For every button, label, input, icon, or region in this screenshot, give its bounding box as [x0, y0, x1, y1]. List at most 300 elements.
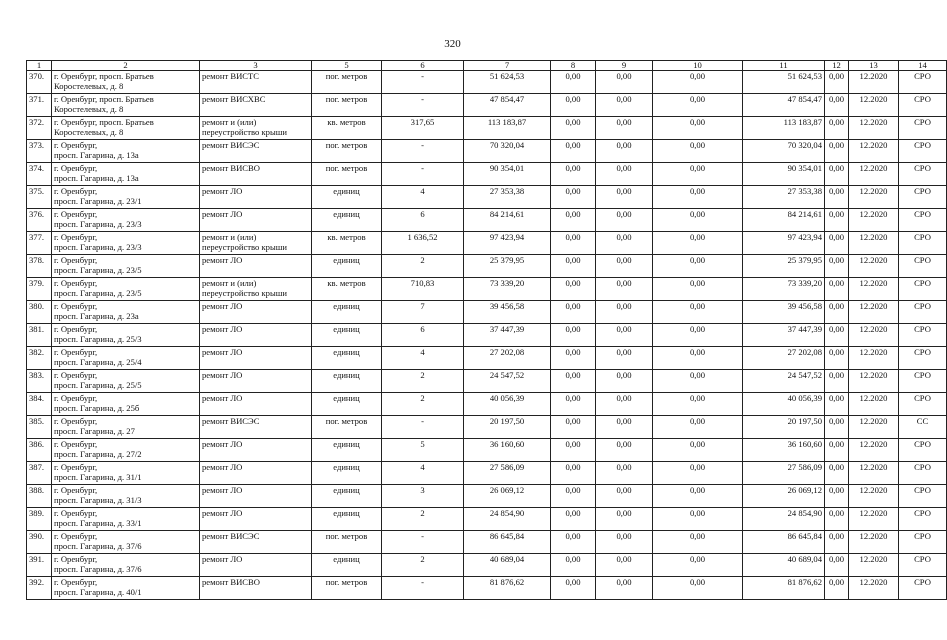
- work-type-cell: [200, 255, 312, 278]
- funding-source-cell: СРО: [899, 347, 947, 370]
- address-cell-line-2: Коростелевых, д. 8: [54, 127, 124, 137]
- address-cell: [52, 117, 200, 140]
- total-cell: 20 197,50: [743, 416, 825, 439]
- unit-cell: пог. метров: [312, 163, 382, 186]
- cost-cell: 81 876,62: [464, 577, 551, 600]
- funding-source-cell: СРО: [899, 577, 947, 600]
- value-cell-12: 0,00: [825, 278, 849, 301]
- row-number: 390.: [27, 531, 52, 554]
- completion-date-cell: 12.2020: [849, 163, 899, 186]
- total-cell: 26 069,12: [743, 485, 825, 508]
- completion-date-cell: 12.2020: [849, 301, 899, 324]
- page-number: 320: [444, 38, 461, 50]
- address-cell: [52, 209, 200, 232]
- table-row: [27, 462, 947, 485]
- address-cell-line-2: просп. Гагарина, д. 23/3: [54, 219, 142, 229]
- table-row: [27, 485, 947, 508]
- value-cell-8: 0,00: [551, 140, 596, 163]
- total-cell: 24 547,52: [743, 370, 825, 393]
- value-cell-10: 0,00: [653, 324, 743, 347]
- address-cell-line-1: г. Оренбург,: [54, 554, 98, 564]
- total-cell: 25 379,95: [743, 255, 825, 278]
- address-cell-line-1: г. Оренбург,: [54, 347, 98, 357]
- value-cell-8: 0,00: [551, 508, 596, 531]
- value-cell-10: 0,00: [653, 508, 743, 531]
- value-cell-12: 0,00: [825, 347, 849, 370]
- value-cell-8: 0,00: [551, 301, 596, 324]
- funding-source-cell: СРО: [899, 278, 947, 301]
- completion-date-cell: 12.2020: [849, 347, 899, 370]
- quantity-cell: 3: [382, 485, 464, 508]
- row-number: 382.: [27, 347, 52, 370]
- address-cell-line-2: просп. Гагарина, д. 37/6: [54, 541, 142, 551]
- table-row: [27, 416, 947, 439]
- value-cell-12: 0,00: [825, 71, 849, 94]
- address-cell-line-2: просп. Гагарина, д. 31/3: [54, 495, 142, 505]
- quantity-cell: -: [382, 140, 464, 163]
- value-cell-8: 0,00: [551, 278, 596, 301]
- completion-date-cell: 12.2020: [849, 393, 899, 416]
- table-row: [27, 347, 947, 370]
- total-cell: 97 423,94: [743, 232, 825, 255]
- cost-cell: 27 202,08: [464, 347, 551, 370]
- funding-source-cell: СРО: [899, 324, 947, 347]
- address-cell: [52, 71, 200, 94]
- work-type-cell: [200, 163, 312, 186]
- table-body: [27, 71, 947, 600]
- unit-cell: кв. метров: [312, 278, 382, 301]
- unit-cell: единиц: [312, 347, 382, 370]
- work-type-cell-line-1: ремонт ВИСВО: [202, 577, 260, 587]
- value-cell-10: 0,00: [653, 140, 743, 163]
- unit-cell: кв. метров: [312, 117, 382, 140]
- table-row: [27, 232, 947, 255]
- column-header: 11: [743, 61, 825, 71]
- address-cell: [52, 462, 200, 485]
- funding-source-cell: СС: [899, 416, 947, 439]
- value-cell-10: 0,00: [653, 416, 743, 439]
- value-cell-9: 0,00: [596, 393, 653, 416]
- address-cell-line-2: просп. Гагарина, д. 25/3: [54, 334, 142, 344]
- cost-cell: 73 339,20: [464, 278, 551, 301]
- quantity-cell: -: [382, 577, 464, 600]
- address-cell-line-2: просп. Гагарина, д. 23/5: [54, 288, 142, 298]
- value-cell-10: 0,00: [653, 71, 743, 94]
- value-cell-9: 0,00: [596, 577, 653, 600]
- quantity-cell: -: [382, 531, 464, 554]
- value-cell-9: 0,00: [596, 301, 653, 324]
- work-type-cell: [200, 416, 312, 439]
- value-cell-12: 0,00: [825, 140, 849, 163]
- address-cell-line-2: просп. Гагарина, д. 25/5: [54, 380, 142, 390]
- column-header: 13: [849, 61, 899, 71]
- funding-source-cell: СРО: [899, 117, 947, 140]
- work-type-cell-line-1: ремонт ЛО: [202, 209, 243, 219]
- value-cell-8: 0,00: [551, 117, 596, 140]
- work-type-cell-line-2: переустройство крыши: [202, 288, 287, 298]
- funding-source-cell: СРО: [899, 71, 947, 94]
- address-cell: [52, 508, 200, 531]
- value-cell-9: 0,00: [596, 531, 653, 554]
- table-row: [27, 531, 947, 554]
- funding-source-cell: СРО: [899, 140, 947, 163]
- value-cell-8: 0,00: [551, 71, 596, 94]
- total-cell: 51 624,53: [743, 71, 825, 94]
- work-type-cell-line-1: ремонт ВИСЭС: [202, 416, 260, 426]
- value-cell-9: 0,00: [596, 163, 653, 186]
- value-cell-10: 0,00: [653, 531, 743, 554]
- quantity-cell: 6: [382, 209, 464, 232]
- quantity-cell: -: [382, 416, 464, 439]
- work-type-cell: [200, 301, 312, 324]
- quantity-cell: 4: [382, 186, 464, 209]
- quantity-cell: -: [382, 94, 464, 117]
- cost-cell: 37 447,39: [464, 324, 551, 347]
- work-type-cell-line-1: ремонт ВИСЭС: [202, 531, 260, 541]
- cost-cell: 27 586,09: [464, 462, 551, 485]
- funding-source-cell: СРО: [899, 393, 947, 416]
- unit-cell: пог. метров: [312, 577, 382, 600]
- address-cell: [52, 163, 200, 186]
- address-cell-line-1: г. Оренбург,: [54, 508, 98, 518]
- completion-date-cell: 12.2020: [849, 140, 899, 163]
- row-number: 376.: [27, 209, 52, 232]
- value-cell-9: 0,00: [596, 462, 653, 485]
- address-cell-line-1: г. Оренбург,: [54, 370, 98, 380]
- table-row: [27, 439, 947, 462]
- table-row: [27, 163, 947, 186]
- table-row: [27, 301, 947, 324]
- unit-cell: пог. метров: [312, 71, 382, 94]
- work-type-cell: [200, 94, 312, 117]
- unit-cell: пог. метров: [312, 531, 382, 554]
- completion-date-cell: 12.2020: [849, 255, 899, 278]
- quantity-cell: 4: [382, 347, 464, 370]
- cost-cell: 86 645,84: [464, 531, 551, 554]
- address-cell-line-2: Коростелевых, д. 8: [54, 81, 124, 91]
- value-cell-8: 0,00: [551, 209, 596, 232]
- value-cell-8: 0,00: [551, 462, 596, 485]
- work-type-cell: [200, 531, 312, 554]
- value-cell-9: 0,00: [596, 209, 653, 232]
- value-cell-8: 0,00: [551, 324, 596, 347]
- work-type-cell-line-2: переустройство крыши: [202, 242, 287, 252]
- column-number-row: [27, 61, 947, 71]
- table-row: [27, 117, 947, 140]
- value-cell-9: 0,00: [596, 554, 653, 577]
- value-cell-9: 0,00: [596, 347, 653, 370]
- cost-cell: 24 547,52: [464, 370, 551, 393]
- value-cell-12: 0,00: [825, 485, 849, 508]
- work-type-cell-line-2: переустройство крыши: [202, 127, 287, 137]
- work-type-cell: [200, 324, 312, 347]
- value-cell-10: 0,00: [653, 255, 743, 278]
- row-number: 388.: [27, 485, 52, 508]
- funding-source-cell: СРО: [899, 531, 947, 554]
- column-header: 14: [899, 61, 947, 71]
- address-cell-line-2: просп. Гагарина, д. 23/1: [54, 196, 142, 206]
- value-cell-8: 0,00: [551, 416, 596, 439]
- funding-source-cell: СРО: [899, 462, 947, 485]
- row-number: 387.: [27, 462, 52, 485]
- work-type-cell-line-1: ремонт ЛО: [202, 393, 243, 403]
- unit-cell: единиц: [312, 255, 382, 278]
- unit-cell: единиц: [312, 554, 382, 577]
- row-number: 380.: [27, 301, 52, 324]
- unit-cell: единиц: [312, 439, 382, 462]
- address-cell: [52, 370, 200, 393]
- value-cell-10: 0,00: [653, 393, 743, 416]
- address-cell: [52, 232, 200, 255]
- funding-source-cell: СРО: [899, 186, 947, 209]
- unit-cell: единиц: [312, 186, 382, 209]
- row-number: 391.: [27, 554, 52, 577]
- work-type-cell-line-1: ремонт и (или): [202, 278, 257, 288]
- table-row: [27, 255, 947, 278]
- address-cell: [52, 324, 200, 347]
- address-cell: [52, 393, 200, 416]
- table-row: [27, 577, 947, 600]
- address-cell-line-1: г. Оренбург,: [54, 209, 98, 219]
- address-cell-line-1: г. Оренбург, просп. Братьев: [54, 94, 154, 104]
- total-cell: 27 353,38: [743, 186, 825, 209]
- value-cell-10: 0,00: [653, 554, 743, 577]
- value-cell-10: 0,00: [653, 94, 743, 117]
- unit-cell: единиц: [312, 393, 382, 416]
- quantity-cell: 1 636,52: [382, 232, 464, 255]
- completion-date-cell: 12.2020: [849, 186, 899, 209]
- work-type-cell: [200, 393, 312, 416]
- work-type-cell-line-1: ремонт ЛО: [202, 186, 243, 196]
- address-cell-line-2: просп. Гагарина, д. 13а: [54, 173, 139, 183]
- address-cell-line-1: г. Оренбург,: [54, 439, 98, 449]
- address-cell-line-1: г. Оренбург,: [54, 232, 98, 242]
- value-cell-10: 0,00: [653, 485, 743, 508]
- value-cell-10: 0,00: [653, 163, 743, 186]
- work-type-cell-line-1: ремонт ЛО: [202, 347, 243, 357]
- cost-cell: 97 423,94: [464, 232, 551, 255]
- work-type-cell: [200, 485, 312, 508]
- completion-date-cell: 12.2020: [849, 278, 899, 301]
- value-cell-8: 0,00: [551, 255, 596, 278]
- total-cell: 39 456,58: [743, 301, 825, 324]
- row-number: 374.: [27, 163, 52, 186]
- address-cell: [52, 577, 200, 600]
- quantity-cell: 2: [382, 370, 464, 393]
- value-cell-12: 0,00: [825, 324, 849, 347]
- value-cell-8: 0,00: [551, 531, 596, 554]
- cost-cell: 40 056,39: [464, 393, 551, 416]
- work-type-cell: [200, 439, 312, 462]
- total-cell: 36 160,60: [743, 439, 825, 462]
- value-cell-8: 0,00: [551, 577, 596, 600]
- value-cell-9: 0,00: [596, 439, 653, 462]
- value-cell-8: 0,00: [551, 163, 596, 186]
- value-cell-12: 0,00: [825, 508, 849, 531]
- row-number: 389.: [27, 508, 52, 531]
- value-cell-8: 0,00: [551, 186, 596, 209]
- funding-source-cell: СРО: [899, 485, 947, 508]
- value-cell-9: 0,00: [596, 140, 653, 163]
- value-cell-12: 0,00: [825, 554, 849, 577]
- column-header: 5: [312, 61, 382, 71]
- quantity-cell: 2: [382, 393, 464, 416]
- total-cell: 40 689,04: [743, 554, 825, 577]
- address-cell-line-2: просп. Гагарина, д. 25б: [54, 403, 140, 413]
- value-cell-9: 0,00: [596, 71, 653, 94]
- work-type-cell-line-1: ремонт ЛО: [202, 324, 243, 334]
- completion-date-cell: 12.2020: [849, 209, 899, 232]
- address-cell-line-2: просп. Гагарина, д. 27: [54, 426, 135, 436]
- value-cell-10: 0,00: [653, 232, 743, 255]
- value-cell-8: 0,00: [551, 393, 596, 416]
- total-cell: 27 586,09: [743, 462, 825, 485]
- value-cell-9: 0,00: [596, 94, 653, 117]
- address-cell: [52, 186, 200, 209]
- total-cell: 27 202,08: [743, 347, 825, 370]
- table-row: [27, 186, 947, 209]
- quantity-cell: 2: [382, 554, 464, 577]
- address-cell-line-1: г. Оренбург,: [54, 393, 98, 403]
- quantity-cell: -: [382, 163, 464, 186]
- cost-cell: 70 320,04: [464, 140, 551, 163]
- completion-date-cell: 12.2020: [849, 462, 899, 485]
- address-cell: [52, 255, 200, 278]
- value-cell-9: 0,00: [596, 278, 653, 301]
- address-cell: [52, 347, 200, 370]
- total-cell: 90 354,01: [743, 163, 825, 186]
- address-cell-line-1: г. Оренбург,: [54, 324, 98, 334]
- column-header: 9: [596, 61, 653, 71]
- cost-cell: 27 353,38: [464, 186, 551, 209]
- funding-source-cell: СРО: [899, 163, 947, 186]
- cost-cell: 113 183,87: [464, 117, 551, 140]
- total-cell: 37 447,39: [743, 324, 825, 347]
- cost-cell: 20 197,50: [464, 416, 551, 439]
- value-cell-9: 0,00: [596, 324, 653, 347]
- work-type-cell-line-1: ремонт ВИСХВС: [202, 94, 266, 104]
- row-number: 383.: [27, 370, 52, 393]
- work-type-cell: [200, 370, 312, 393]
- work-type-cell: [200, 554, 312, 577]
- address-cell: [52, 140, 200, 163]
- address-cell: [52, 301, 200, 324]
- row-number: 381.: [27, 324, 52, 347]
- cost-cell: 36 160,60: [464, 439, 551, 462]
- value-cell-10: 0,00: [653, 117, 743, 140]
- value-cell-12: 0,00: [825, 393, 849, 416]
- value-cell-12: 0,00: [825, 209, 849, 232]
- unit-cell: пог. метров: [312, 416, 382, 439]
- quantity-cell: 710,83: [382, 278, 464, 301]
- address-cell-line-1: г. Оренбург, просп. Братьев: [54, 117, 154, 127]
- value-cell-9: 0,00: [596, 255, 653, 278]
- work-type-cell: [200, 140, 312, 163]
- cost-cell: 24 854,90: [464, 508, 551, 531]
- funding-source-cell: СРО: [899, 554, 947, 577]
- completion-date-cell: 12.2020: [849, 117, 899, 140]
- cost-cell: 84 214,61: [464, 209, 551, 232]
- address-cell-line-1: г. Оренбург,: [54, 278, 98, 288]
- value-cell-10: 0,00: [653, 462, 743, 485]
- value-cell-9: 0,00: [596, 186, 653, 209]
- work-type-cell: [200, 71, 312, 94]
- value-cell-12: 0,00: [825, 186, 849, 209]
- address-cell: [52, 554, 200, 577]
- completion-date-cell: 12.2020: [849, 554, 899, 577]
- address-cell-line-2: просп. Гагарина, д. 27/2: [54, 449, 142, 459]
- work-type-cell-line-1: ремонт ЛО: [202, 370, 243, 380]
- completion-date-cell: 12.2020: [849, 370, 899, 393]
- work-type-cell: [200, 232, 312, 255]
- work-type-cell-line-1: ремонт ЛО: [202, 462, 243, 472]
- column-header: 2: [52, 61, 200, 71]
- column-header: 10: [653, 61, 743, 71]
- total-cell: 40 056,39: [743, 393, 825, 416]
- column-header: 3: [200, 61, 312, 71]
- work-type-cell: [200, 508, 312, 531]
- work-type-cell-line-1: ремонт ЛО: [202, 255, 243, 265]
- row-number: 370.: [27, 71, 52, 94]
- address-cell-line-2: просп. Гагарина, д. 23/3: [54, 242, 142, 252]
- unit-cell: пог. метров: [312, 140, 382, 163]
- address-cell-line-1: г. Оренбург,: [54, 531, 98, 541]
- funding-source-cell: СРО: [899, 439, 947, 462]
- value-cell-9: 0,00: [596, 508, 653, 531]
- unit-cell: единиц: [312, 485, 382, 508]
- value-cell-9: 0,00: [596, 232, 653, 255]
- value-cell-12: 0,00: [825, 94, 849, 117]
- funding-source-cell: СРО: [899, 301, 947, 324]
- quantity-cell: -: [382, 71, 464, 94]
- address-cell: [52, 416, 200, 439]
- unit-cell: единиц: [312, 209, 382, 232]
- value-cell-10: 0,00: [653, 577, 743, 600]
- quantity-cell: 2: [382, 255, 464, 278]
- value-cell-10: 0,00: [653, 370, 743, 393]
- value-cell-9: 0,00: [596, 416, 653, 439]
- column-header: 12: [825, 61, 849, 71]
- row-number: 375.: [27, 186, 52, 209]
- cost-cell: 25 379,95: [464, 255, 551, 278]
- address-cell: [52, 94, 200, 117]
- total-cell: 113 183,87: [743, 117, 825, 140]
- column-header: 7: [464, 61, 551, 71]
- repair-plan-table: [26, 60, 947, 600]
- table-row: [27, 393, 947, 416]
- funding-source-cell: СРО: [899, 508, 947, 531]
- value-cell-12: 0,00: [825, 232, 849, 255]
- work-type-cell: [200, 186, 312, 209]
- address-cell: [52, 485, 200, 508]
- table-row: [27, 370, 947, 393]
- address-cell-line-2: просп. Гагарина, д. 13а: [54, 150, 139, 160]
- row-number: 384.: [27, 393, 52, 416]
- row-number: 373.: [27, 140, 52, 163]
- address-cell-line-1: г. Оренбург,: [54, 301, 98, 311]
- unit-cell: единиц: [312, 370, 382, 393]
- value-cell-12: 0,00: [825, 163, 849, 186]
- row-number: 377.: [27, 232, 52, 255]
- table-row: [27, 324, 947, 347]
- address-cell-line-2: просп. Гагарина, д. 23/5: [54, 265, 142, 275]
- unit-cell: единиц: [312, 462, 382, 485]
- total-cell: 81 876,62: [743, 577, 825, 600]
- work-type-cell-line-1: ремонт ЛО: [202, 508, 243, 518]
- address-cell-line-2: просп. Гагарина, д. 25/4: [54, 357, 142, 367]
- cost-cell: 90 354,01: [464, 163, 551, 186]
- address-cell-line-2: просп. Гагарина, д. 23а: [54, 311, 139, 321]
